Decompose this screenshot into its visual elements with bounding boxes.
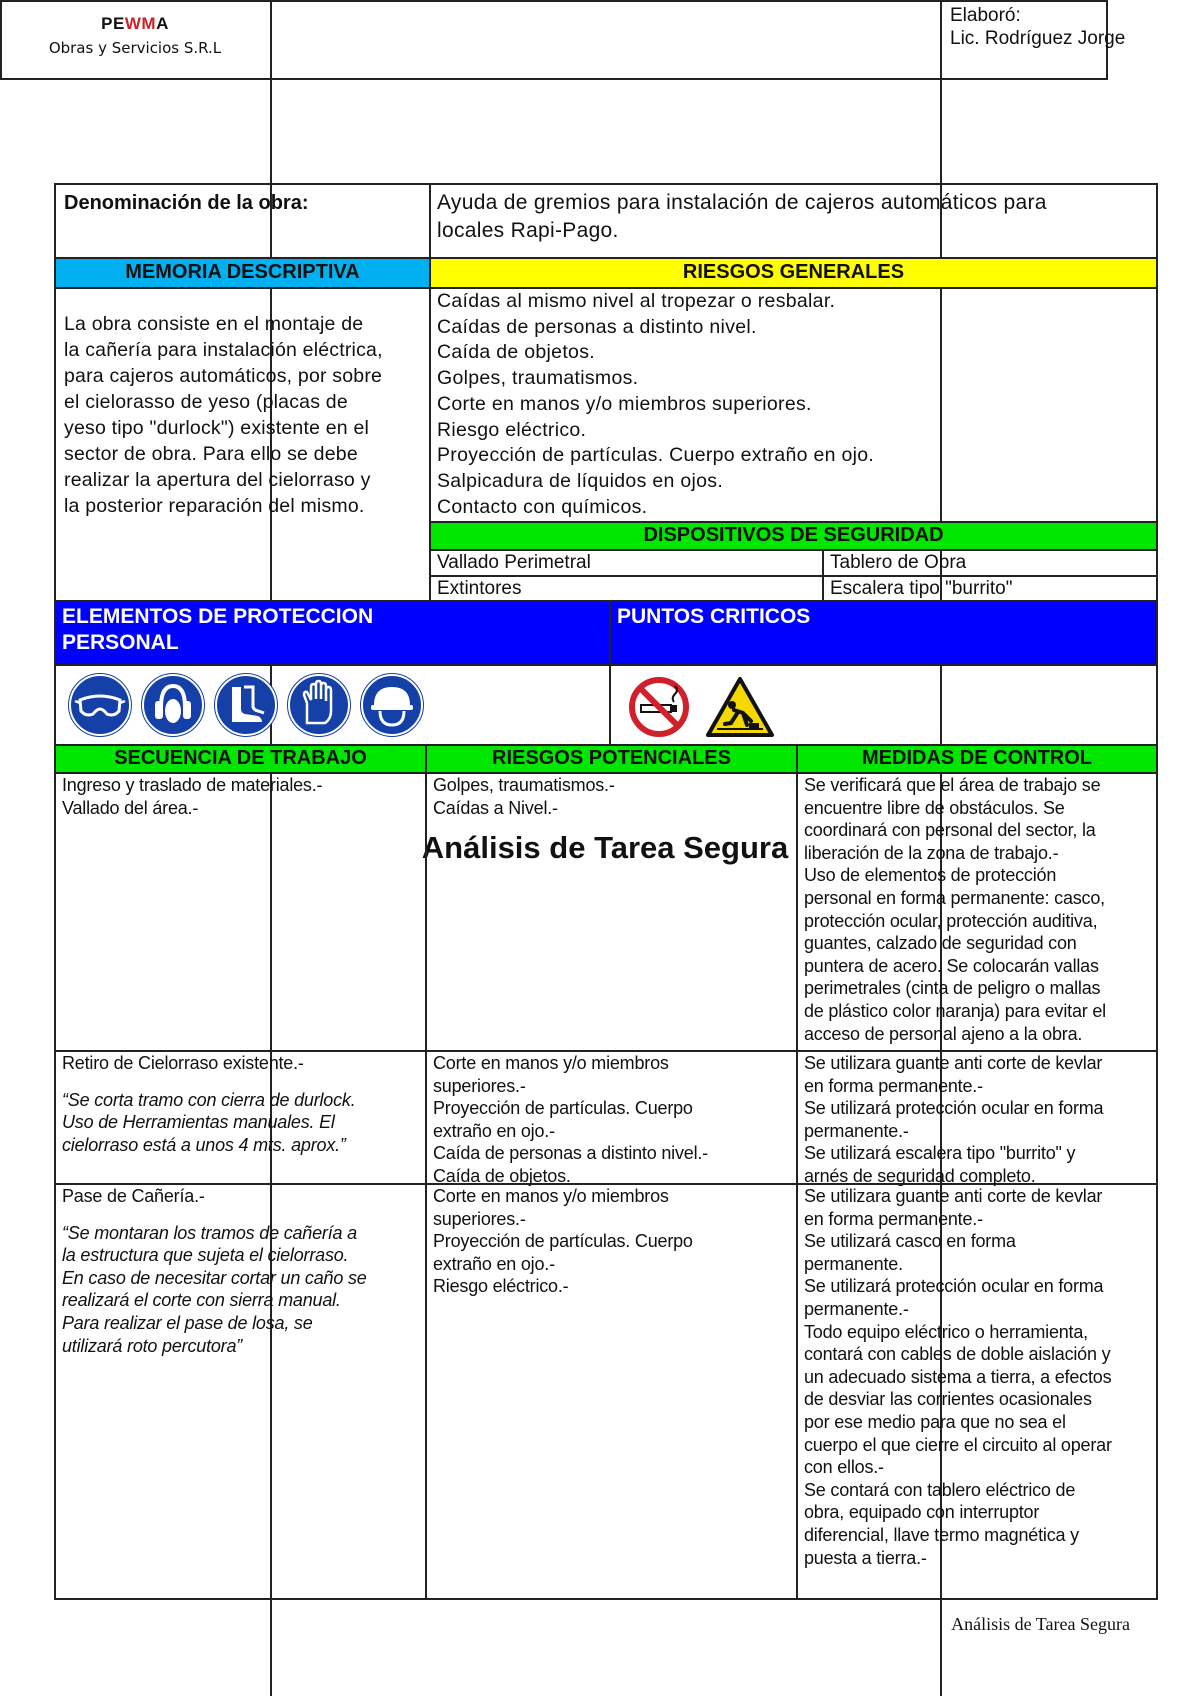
document-title: Análisis de Tarea Segura [270,0,942,1696]
text-line: Corte en manos y/o miembros [433,1053,669,1073]
text-line: Caída de objetos. [433,1165,571,1186]
dispositivo-item: Vallado Perimetral [430,550,823,576]
text-line: “Se montaran los tramos de cañería a [62,1222,357,1243]
text-line: Salpicadura de líquidos en ojos. [437,469,724,492]
col-header-secuencia: SECUENCIA DE TRABAJO [54,745,426,773]
text-line: la posterior reparación del mismo. [64,495,365,517]
safety-helmet-icon [360,673,424,737]
text-line: obra, equipado con interruptor [804,1502,1040,1523]
ear-protection-icon [141,673,205,737]
memoria-text [64,311,423,519]
text-line: un adecuado sistema a tierra, a efectos [804,1366,1112,1387]
text-line: yeso tipo "durlock") existente en el [64,417,370,439]
text-line: Caída de objetos. [437,341,595,364]
text-line: Retiro de Cielorraso existente.- [62,1053,304,1073]
no-smoking-icon [627,675,691,739]
text-line: Golpes, traumatismos.- [433,775,615,795]
text-line: Se utilizara guante anti corte de kevlar [804,1053,1103,1073]
text-line: sector de obra. Para ello se debe [64,443,358,465]
text-line: guantes, calzado de seguridad con [804,933,1077,954]
text-line: extraño en ojo.- [433,1253,555,1274]
text-line: encuentre libre de obstáculos. Se [804,797,1065,818]
trip-hazard-warning-icon [705,675,775,739]
text-line: En caso de necesitar cortar un caño se [62,1267,367,1288]
text-line: Se utilizara guante anti corte de kevlar [804,1186,1103,1206]
text-line: Se verificará que el área de trabajo se [804,775,1101,795]
text-line: realizar la apertura del cielorraso y [64,469,371,491]
secuencia-cell [54,773,426,1051]
text-line: Riesgo eléctrico. [437,418,587,441]
text-line: Uso de elementos de protección [804,865,1057,886]
text-line: con ellos.- [804,1457,884,1478]
obra-value-cell [430,183,1158,258]
medidas-cell [797,1184,1158,1600]
riesgos-generales-heading: RIESGOS GENERALES [430,258,1158,288]
logo-subtitle: Obras y Servicios S.R.L [48,39,222,57]
text-line: utilizará roto percutora” [62,1335,243,1356]
text-line: Proyección de partículas. Cuerpo extraño en ojo. [437,444,875,467]
text-line: Contacto con químicos. [437,495,648,518]
text-line: en forma permanente.- [804,1075,983,1096]
text-line: en forma permanente.- [804,1208,983,1229]
text-line: La obra consiste en el montaje de [64,313,364,335]
text-line: permanente.- [804,1120,909,1141]
text-line: Para realizar el pase de losa, se [62,1312,313,1333]
text-line: Se utilizará casco en forma [804,1231,1016,1252]
text-line: de desviar las corrientes ocasionales [804,1389,1092,1410]
medidas-cell [797,1051,1158,1184]
text-line: Caídas a Nivel.- [433,797,558,818]
text-line: Proyección de partículas. Cuerpo [433,1231,693,1252]
text-line: Vallado del área.- [62,797,199,818]
riesgos-cell [426,1051,797,1184]
text-line: Golpes, traumatismos. [437,367,639,390]
text-line: superiores.- [433,1075,526,1096]
text-line: cielorraso está a unos 4 mts. aprox.” [62,1134,346,1155]
riesgos-generales-body [430,288,1158,522]
epp-heading: ELEMENTOS DE PROTECCION PERSONAL [54,601,610,665]
riesgos-cell [426,773,797,1051]
col-header-medidas: MEDIDAS DE CONTROL [797,745,1158,773]
text-line: puesta a tierra.- [804,1547,927,1568]
text-line: arnés de seguridad completo. [804,1165,1036,1186]
dispositivo-item: Tablero de Obra [823,550,1158,576]
text-line: liberación de la zona de trabajo.- [804,842,1059,863]
text-line: diferencial, llave termo magnética y [804,1524,1079,1545]
text-line: por ese medio para que no sea el [804,1411,1066,1432]
text-line: permanente.- [804,1298,909,1319]
text-line: extraño en ojo.- [433,1120,555,1141]
text-line: Ingreso y traslado de materiales.- [62,775,323,795]
text-line: Corte en manos y/o miembros [433,1186,669,1206]
epp-icons-cell [54,665,610,745]
page-footer: Análisis de Tarea Segura [951,1614,1130,1634]
medidas-cell [797,773,1158,1051]
text-line: Se utilizará protección ocular en forma [804,1276,1104,1297]
text-line: perimetrales (cinta de peligro o mallas [804,978,1101,999]
riesgos-generales-list [437,289,1150,520]
text-line: puntera de acero. Se colocarán vallas [804,955,1099,976]
text-line: protección ocular, protección auditiva, [804,910,1098,931]
text-line: Caídas al mismo nivel al tropezar o resbalar. [437,290,836,312]
author-label: Elaboró: [950,5,1021,26]
text-line: Se utilizará protección ocular en forma [804,1098,1104,1119]
dispositivo-item: Escalera tipo "burrito" [823,576,1158,601]
text-line: Proyección de partículas. Cuerpo [433,1098,693,1119]
text-line: personal en forma permanente: casco, [804,887,1105,908]
text-line: Caída de personas a distinto nivel.- [433,1143,708,1164]
text-line: Todo equipo eléctrico o herramienta, [804,1321,1088,1342]
obra-label: Denominación de la obra: [64,192,309,214]
text-line: Corte en manos y/o miembros superiores. [437,392,812,415]
text-line: acceso de personal ajeno a la obra. [804,1023,1083,1044]
dispositivo-item: Extintores [430,576,823,601]
text-line: Caídas de personas a distinto nivel. [437,315,757,338]
col-header-riesgos: RIESGOS POTENCIALES [426,745,797,773]
text-line: para cajeros automáticos, por sobre [64,365,383,387]
safety-goggles-icon [68,673,132,737]
memoria-body [54,288,430,601]
puntos-criticos-heading: PUNTOS CRITICOS [610,601,1158,665]
text-line: la cañería para instalación eléctrica, [64,339,383,361]
text-line: Se contará con tablero eléctrico de [804,1479,1076,1500]
secuencia-cell [54,1184,426,1600]
puntos-criticos-icons-cell [610,665,1158,745]
text-line: cuerpo el que cierre el circuito al operar [804,1434,1112,1455]
text-line: “Se corta tramo con cierra de durlock. [62,1089,356,1110]
text-line: superiores.- [433,1208,526,1229]
text-line: coordinará con personal del sector, la [804,820,1096,841]
safety-boots-icon [214,673,278,737]
text-line: la estructura que sujeta el cielorraso. [62,1245,349,1266]
obra-value: Ayuda de gremios para instalación de cajeros automáticos para locales Rapi-Pago. [437,191,1047,242]
text-line: permanente. [804,1253,903,1274]
text-line: de plástico color naranja) para evitar el [804,1000,1106,1021]
memoria-heading: MEMORIA DESCRIPTIVA [54,258,430,288]
dispositivos-heading: DISPOSITIVOS DE SEGURIDAD [430,522,1158,550]
secuencia-cell [54,1051,426,1184]
safety-gloves-icon [287,673,351,737]
text-line: contará con cables de doble aislación y [804,1344,1111,1365]
author-name: Lic. Rodríguez Jorge [950,28,1126,49]
text-line: Se utilizará escalera tipo "burrito" y [804,1143,1076,1164]
text-line: realizará el corte con sierra manual. [62,1290,341,1311]
logo-brand: PEWMA [101,14,169,33]
obra-label-cell [54,183,430,258]
riesgos-cell [426,1184,797,1600]
text-line: el cielorasso de yeso (placas de [64,391,348,413]
text-line: Riesgo eléctrico.- [433,1276,569,1297]
text-line: Uso de Herramientas manuales. El [62,1112,335,1133]
text-line: Pase de Cañería.- [62,1186,205,1206]
